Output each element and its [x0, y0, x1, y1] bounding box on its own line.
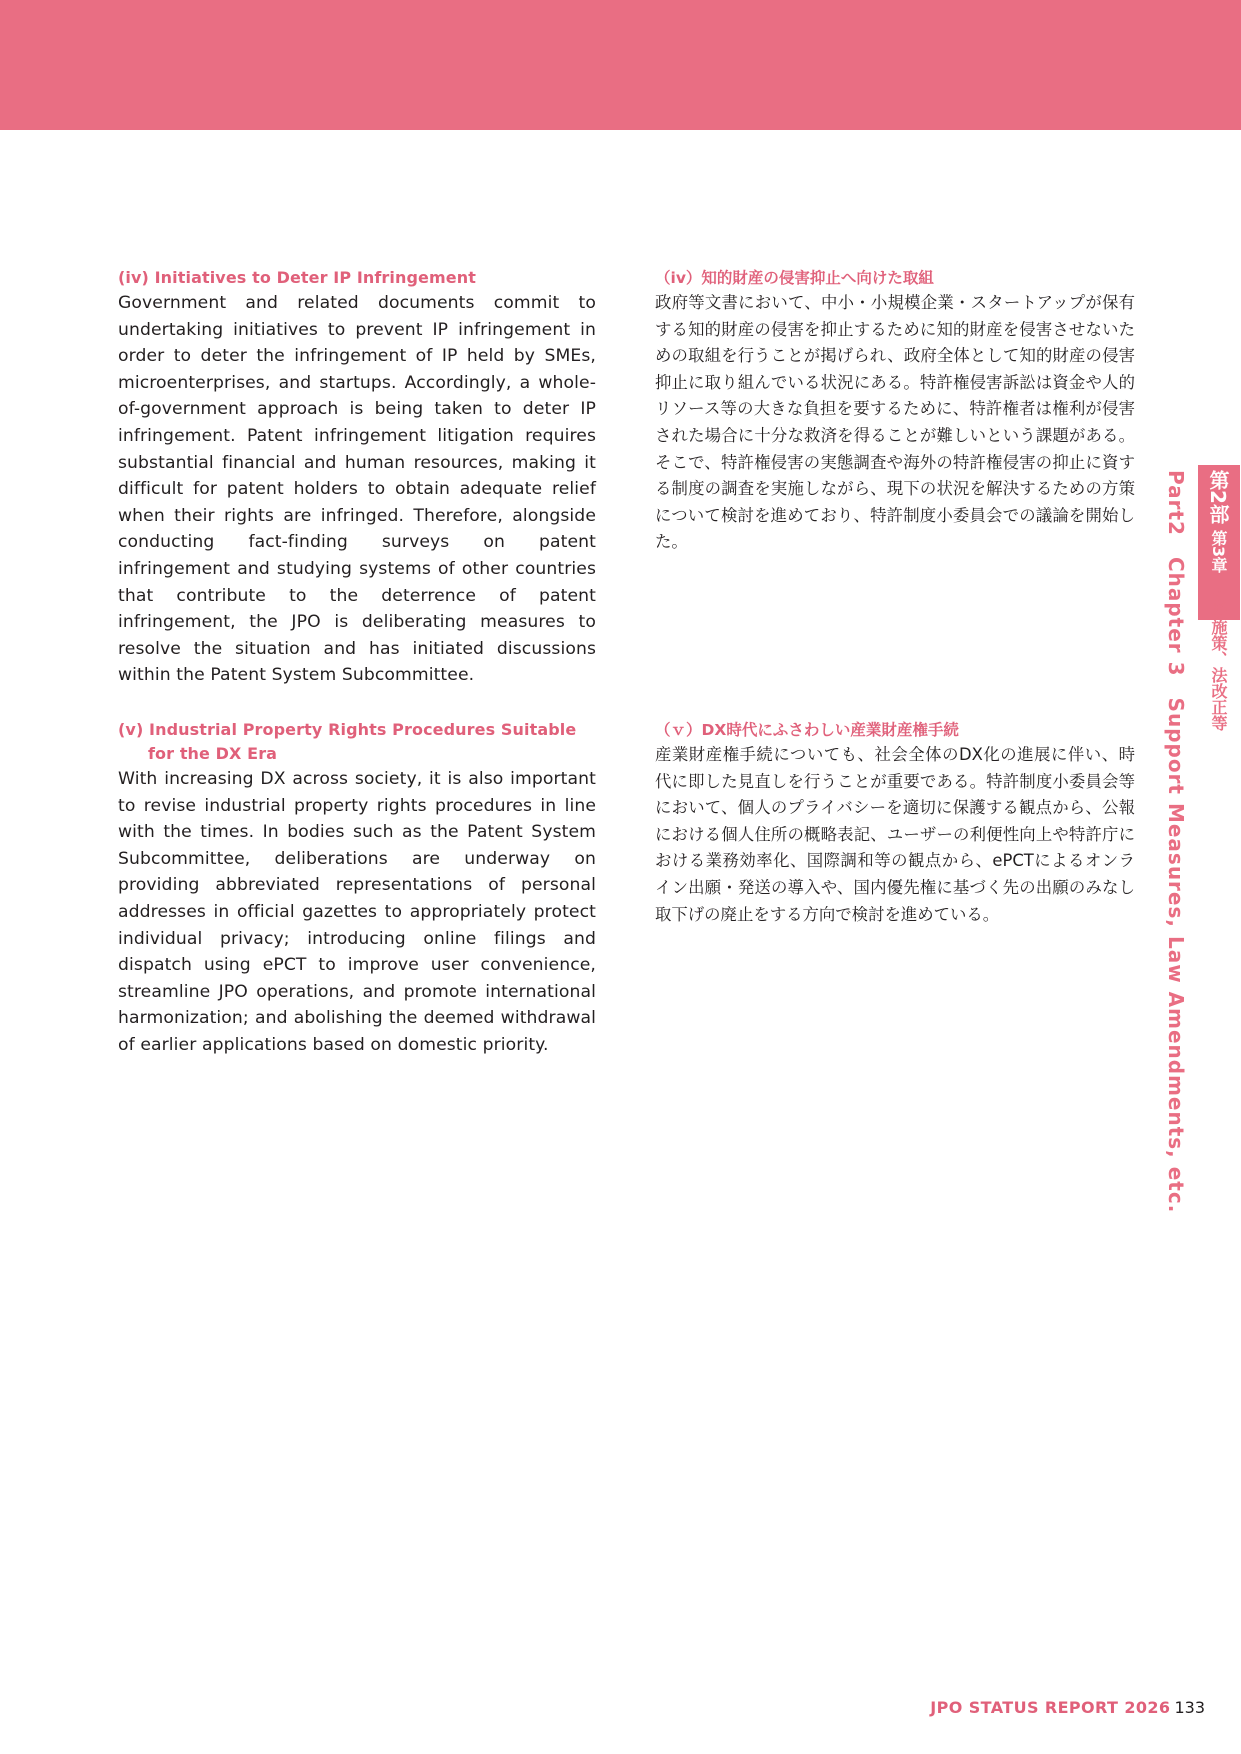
footer-report-title: JPO STATUS REPORT 2026 — [930, 1698, 1171, 1717]
chapter-tab-jp-title: 支援施策、法改正等 — [1209, 587, 1228, 732]
header-band — [0, 0, 1241, 130]
en-heading-iv: (iv) Initiatives to Deter IP Infringement — [118, 268, 476, 287]
chapter-tab-jp-part: 第2部 — [1206, 470, 1230, 524]
page-number: 133 — [1174, 1698, 1205, 1717]
chapter-tab-en-label: Part2 Chapter 3 Support Measures, Law Amendments, etc. — [1164, 470, 1188, 1214]
en-body-v: With increasing DX across society, it is also important to revise industrial property rights procedures in line with the times. In bodies such as the Patent System Subcommittee, deliberations are underway on providing abbreviated representations of personal addresses in official gazettes to appropriately protect individual privacy; introducing online filings and dispatch using ePCT to improve user convenience, streamline JPO operations, and promote international harmonization; and abolishing the deemed withdrawal of earlier applications based on domestic priority. — [118, 769, 596, 1055]
jp-section-v — [655, 718, 1135, 928]
en-heading-v: (v) Industrial Property Rights Procedures Suitable for the DX Era — [118, 720, 577, 763]
jp-body-iv: 政府等文書において、中小・小規模企業・スタートアップが保有する知的財産の侵害を抑止するために知的財産を侵害させないための取組を行うことが掲げられ、政府全体として知的財産の侵害抑止に取り組んでいる状況にある。特許権侵害訴訟は資金や人的リソース等の大きな負担を要するために、特許権者は権利が侵害された場合に十分な救済を得ることが難しいという課題がある。そこで、特許権侵害の実態調査や海外の特許権侵害の抑止に資する制度の調査を実施しながら、現下の状況を解決するための方策について検討を進めており、特許制度小委員会での議論を開始した。 — [655, 293, 1135, 552]
en-section-iv — [118, 266, 596, 689]
jp-heading-iv: （iv）知的財産の侵害抑止へ向けた取組 — [655, 269, 934, 287]
chapter-tab-en — [1162, 470, 1191, 1213]
chapter-tab-jp — [1204, 470, 1233, 731]
jp-body-v: 産業財産権手続についても、社会全体のDX化の進展に伴い、時代に即した見直しを行うことが重要である。特許制度小委員会等において、個人のプライバシーを適切に保護する観点から、公報における個人住所の概略表記、ユーザーの利便性向上や特許庁における業務効率化、国際調和等の観点から、ePCTによるオンライン出願・発送の導入や、国内優先権に基づく先の出願のみなし取下げの廃止をする方向で検討を進めている。 — [655, 745, 1135, 924]
en-section-v — [118, 718, 596, 1059]
chapter-tab-jp-chapter: 第3章 — [1209, 529, 1228, 574]
en-body-iv: Government and related documents commit to undertaking initiatives to prevent IP infringement in order to deter the infringement of IP held by SMEs, microenterprises, and startups. Accordingly, a whole-of-government approach is being taken to deter IP infringement. Patent infringement litigation requires substantial financial and human resources, making it difficult for patent holders to obtain adequate relief when their rights are infringed. Therefore, alongside conducting fact-finding surveys on patent infringement and studying systems of other countries that contribute to the deterrence of patent infringement, the JPO is deliberating measures to resolve the situation and has initiated discussions within the Patent System Subcommittee. — [118, 293, 596, 686]
page-footer — [930, 1698, 1205, 1718]
jp-heading-v: （ｖ）DX時代にふさわしい産業財産権手続 — [655, 721, 959, 739]
jp-section-iv — [655, 266, 1135, 556]
